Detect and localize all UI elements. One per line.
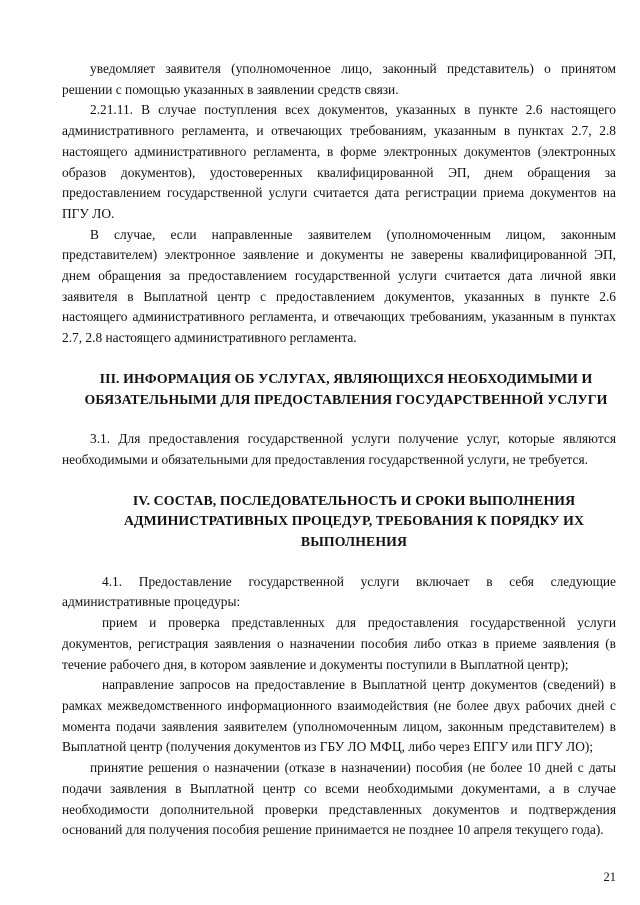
- paragraph-unsigned-documents: В случае, если направленные заявителем (уполномоченным лицом, законным представителем) электронное заявление и документы не заверены квалифицированной ЭП, днем обращения за предоставлением государственной услуги считается дата личной явки заявителя в Выплатной центр с предоставлением документов, указанных в пункте 2.6 настоящего административного регламента, и отвечающих требованиям, указанным в пунктах 2.7, 2.8 настоящего административного регламента.: [62, 226, 616, 346]
- paragraph-notification: уведомляет заявителя (уполномоченное лицо, законный представитель) о принятом решении с помощью указанных в заявлении средств связи.: [62, 61, 616, 97]
- paragraph-2-21-11: 2.21.11. В случае поступления всех документов, указанных в пункте 2.6 настоящего административного регламента, и отвечающих требованиям, указанным в пунктах 2.7, 2.8 настоящего административного регламента, в форме электронных документов (электронных образов документов), удостоверенных квалифицированной ЭП, днем обращения за предоставлением государственной услуги считается дата регистрации приема документов на ПГУ ЛО.: [62, 102, 616, 221]
- document-body: [62, 59, 616, 841]
- section-3-heading: III. ИНФОРМАЦИЯ ОБ УСЛУГАХ, ЯВЛЯЮЩИХСЯ НЕОБХОДИМЫМИ И ОБЯЗАТЕЛЬНЫМИ ДЛЯ ПРЕДОСТАВЛЕНИЯ ГОСУДАРСТВЕННОЙ УСЛУГИ: [84, 370, 608, 407]
- paragraph-4-1: 4.1. Предоставление государственной услуги включает в себя следующие административные процедуры:: [62, 573, 616, 610]
- procedure-item-reception: прием и проверка представленных для предоставления государственной услуги документов, регистрация заявления о назначении пособия либо отказ в приеме заявления (в течение рабочего дня, в котором заявление и документы поступили в Выплатной центр);: [62, 615, 616, 672]
- procedure-item-requests: направление запросов на предоставление в Выплатной центр документов (сведений) в рамках межведомственного информационного взаимодействия (не более двух рабочих дней с момента подачи заявления заявителем (уполномоченным лицом, законным представителем) в Выплатной центр (получения документов из ГБУ ЛО МФЦ, либо через ЕПГУ или ПГУ ЛО);: [62, 677, 616, 755]
- section-4-heading: IV. СОСТАВ, ПОСЛЕДОВАТЕЛЬНОСТЬ И СРОКИ ВЫПОЛНЕНИЯ АДМИНИСТРАТИВНЫХ ПРОЦЕДУР, ТРЕБОВАНИЯ К ПОРЯДКУ ИХ ВЫПОЛНЕНИЯ: [123, 492, 585, 550]
- page-number: 21: [603, 870, 616, 884]
- procedure-item-decision: принятие решения о назначении (отказе в назначении) пособия (не более 10 дней с даты подачи заявления в Выплатной центр со всеми необходимыми документами, а в случае необходимости дополнительной проверки представленных документов и подтверждения оснований для получения пособия решение принимается не позднее 10 апреля текущего года).: [62, 760, 616, 838]
- paragraph-3-1: 3.1. Для предоставления государственной услуги получение услуг, которые являются необходимыми и обязательными для предоставления государственной услуги, не требуется.: [62, 431, 616, 467]
